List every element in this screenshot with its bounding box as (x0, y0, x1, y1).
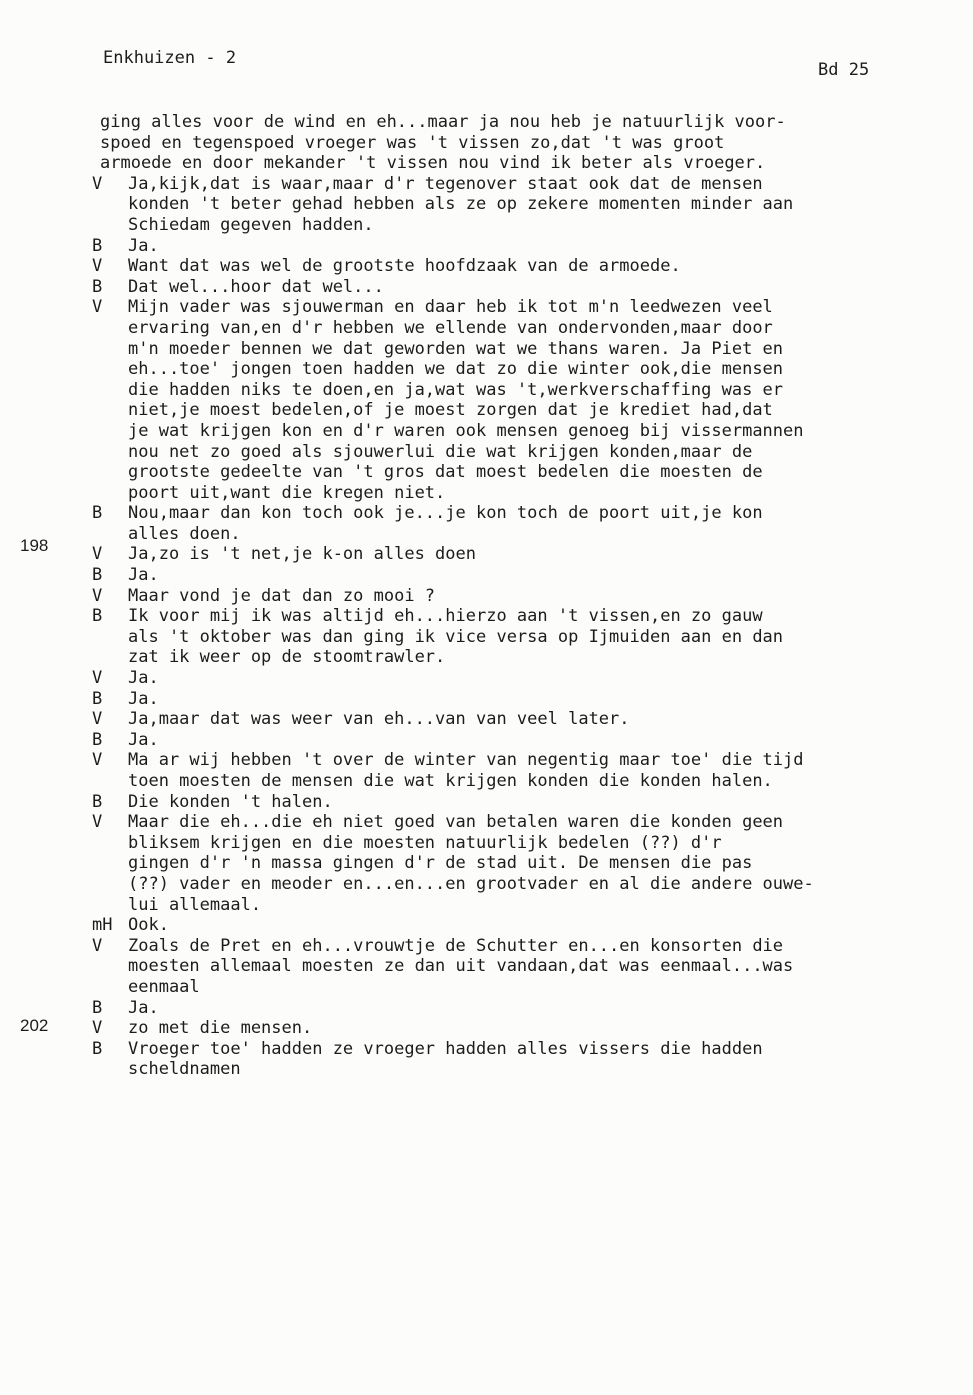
margin-line-number: 202 (20, 1016, 49, 1035)
utterance-text: Ja. (128, 688, 159, 709)
speaker-label: V (92, 1018, 103, 1039)
utterance-text: Ja. (128, 997, 159, 1018)
speaker-label: V (92, 173, 103, 194)
transcript-entry (88, 606, 958, 668)
transcript-entry (88, 277, 958, 298)
transcript-entry (88, 586, 958, 607)
margin-line-number: 198 (20, 536, 49, 555)
speaker-label: B (92, 503, 103, 524)
utterance-text: Want dat was wel de grootste hoofdzaak van de armoede. (128, 256, 681, 277)
speaker-label: B (92, 235, 103, 256)
speaker-label: B (92, 1038, 103, 1059)
speaker-label: V (92, 544, 103, 565)
utterance-text: zo met die mensen. (128, 1018, 313, 1039)
utterance-text: Nou,maar dan kon toch ook je...je kon toch de poort uit,je kon alles doen. (128, 503, 763, 544)
transcript-entry (88, 544, 958, 565)
utterance-text: Zoals de Pret en eh...vrouwtje de Schutter en...en konsorten die moesten allemaal moesten ze dan uit vandaan,dat was eenmaal...was eenmaal (128, 935, 794, 997)
speaker-label: B (92, 729, 103, 750)
speaker-label: B (92, 688, 103, 709)
transcript-entry (88, 750, 958, 791)
speaker-label: V (92, 750, 103, 771)
speaker-label: B (92, 606, 103, 627)
transcript-entry (88, 565, 958, 586)
utterance-text: Mijn vader was sjouwerman en daar heb ik tot m'n leedwezen veel ervaring van,en d'r hebben we ellende van ondervonden,maar door m'n moeder bennen we dat geworden wat we thans waren. Ja Piet en eh...toe' jongen toen hadden we dat zo die winter ook,die mensen die hadden niks te doen,en ja,wat was 't,werkverschaffing was er niet,je moest bedelen,of je moest zorgen dat je krediet had,dat je wat krijgen kon en d'r waren ook mensen genoeg bij vissermannen nou net zo goed als sjouwerlui die wat krijgen konden,maar de grootste gedeelte van 't gros dat moest bedelen die moesten de poort uit,want die kregen niet. (128, 297, 804, 503)
transcript-entry (88, 812, 958, 915)
transcript-entry (88, 174, 958, 236)
transcript-entry (88, 730, 958, 751)
utterance-text: Vroeger toe' hadden ze vroeger hadden alles vissers die hadden scheldnamen (128, 1038, 763, 1080)
transcript-entry (88, 668, 958, 689)
speaker-label: V (92, 256, 103, 277)
utterance-text: Ja,zo is 't net,je k-on alles doen (128, 544, 476, 565)
transcript-entry (88, 112, 958, 174)
transcript-entry (88, 297, 958, 503)
utterance-text: Maar vond je dat dan zo mooi ? (128, 585, 436, 606)
utterance-text: Dat wel...hoor dat wel... (128, 276, 384, 297)
transcript-entry (88, 792, 958, 813)
page-header-location: Enkhuizen - 2 (103, 48, 237, 68)
utterance-text: Ik voor mij ik was altijd eh...hierzo aan 't vissen,en zo gauw als 't oktober was dan ging ik vice versa op Ijmuiden aan en dan zat ik weer op de stoomtrawler. (128, 606, 784, 668)
speaker-label: B (92, 565, 103, 586)
speaker-label: B (92, 276, 103, 297)
speaker-label: V (92, 297, 103, 318)
transcript (88, 112, 958, 1080)
transcript-entry (88, 936, 958, 998)
transcript-entry (88, 503, 958, 544)
speaker-label: V (92, 709, 103, 730)
page-header-code: Bd 25 (818, 60, 870, 80)
speaker-label: B (92, 997, 103, 1018)
utterance-text: Ja. (128, 235, 159, 256)
transcript-entry (88, 689, 958, 710)
utterance-text: Ja. (128, 668, 159, 689)
utterance-text: ging alles voor de wind en eh...maar ja nou heb je natuurlijk voor- spoed en tegenspoed vroeger was 't vissen zo,dat 't was groot armoede en door mekander 't vissen nou vind ik beter als vroeger. (100, 112, 786, 174)
transcript-entry (88, 1018, 958, 1039)
speaker-label: mH (92, 915, 113, 936)
utterance-text: Die konden 't halen. (128, 791, 333, 812)
speaker-label: V (92, 585, 103, 606)
utterance-text: Ja,maar dat was weer van eh...van van veel later. (128, 709, 630, 730)
transcript-entry (88, 709, 958, 730)
speaker-label: V (92, 668, 103, 689)
speaker-label: V (92, 812, 103, 833)
utterance-text: Ook. (128, 915, 169, 936)
transcript-entry (88, 236, 958, 257)
speaker-label: B (92, 791, 103, 812)
transcript-entry (88, 915, 958, 936)
speaker-label: V (92, 935, 103, 956)
transcript-entry (88, 1039, 958, 1080)
utterance-text: Ja. (128, 565, 159, 586)
transcript-entry (88, 256, 958, 277)
utterance-text: Ja,kijk,dat is waar,maar d'r tegenover staat ook dat de mensen konden 't beter gehad hebben als ze op zekere momenten minder aan Schiedam gegeven hadden. (128, 173, 794, 235)
transcript-entry (88, 998, 958, 1019)
utterance-text: Ma ar wij hebben 't over de winter van negentig maar toe' die tijd toen moesten de mensen die wat krijgen konden die konden halen. (128, 750, 804, 791)
utterance-text: Maar die eh...die eh niet goed van betalen waren die konden geen bliksem krijgen en die moesten natuurlijk bedelen (??) d'r gingen d'r 'n massa gingen d'r de stad uit. De mensen die pas (??) vader en meoder en...en...en grootvader en al die andere ouwe- lui allemaal. (128, 812, 814, 915)
utterance-text: Ja. (128, 729, 159, 750)
